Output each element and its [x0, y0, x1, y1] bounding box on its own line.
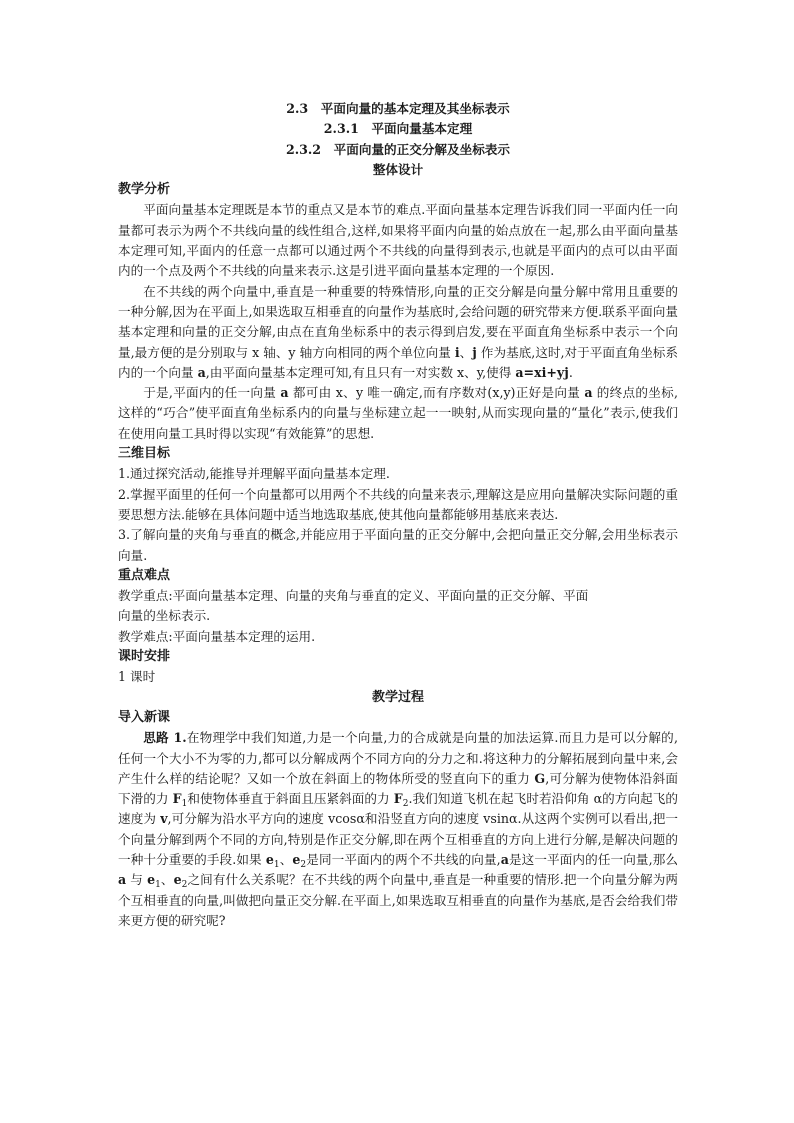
- analysis-paragraph-1: 平面向量基本定理既是本节的重点又是本节的难点.平面向量基本定理告诉我们同一平面内任一向量都可表示为两个不共线向量的线性组合,这样,如果将平面内向量的始点放在一起,那么由平面向量基本定理可知,平面内的任意一点都可以通过两个不共线的向量得到表示,也就是平面内的点可以由平面内的一个点及两个不共线的向量来表示.这是引进平面向量基本定理的一个原因.: [118, 202, 678, 279]
- difficult-point: 教学难点:平面向量基本定理的运用.: [118, 628, 316, 644]
- keypoints-heading: 重点难点: [118, 567, 171, 583]
- goal-2: 2.掌握平面里的任何一个向量都可以用两个不共线的向量来表示,理解这是应用向量解决实际问题的重要思想方法.能够在具体问题中适当地选取基底,使其他向量都能够用基底来表达.: [118, 486, 678, 522]
- analysis-paragraph-2: 在不共线的两个向量中,垂直是一种重要的特殊情形,向量的正交分解是向量分解中常用且重要的一种分解,因为在平面上,如果选取互相垂直的向量作为基底时,会给问题的研究带来方便.联系平面向量基本定理和向量的正交分解,由点在直角坐标系中的表示得到启发,要在平面直角坐标系中表示一个向量,最方便的是分别取与 x 轴、y 轴方向相同的两个单位向量 i、j 作为基底,这时,对于平面直角坐标系内的一个向量 a,由平面向量基本定理可知,有且只有一对实数 x、y,使得 a=xi+yj.: [118, 283, 679, 380]
- schedule-value: 1 课时: [118, 669, 156, 685]
- subsection-title-1: 2.3.1 平面向量基本定理: [323, 121, 473, 137]
- intro-paragraph: 思路 1.在物理学中我们知道,力是一个向量,力的合成就是向量的加法运算.而且力是可以分解的,任何一个大小不为零的力,都可以分解成两个不同方向的分力之和.将这种力的分解拓展到向量中来,会产生什么样的结论呢？又如一个放在斜面上的物体所受的竖直向下的重力 G,可分解为使物体沿斜面下滑的力 $F_1$和使物体垂直于斜面且压紧斜面的力 $F_2$.我们知道飞机在起飞时若沿仰角 α的方向起飞的速度为 v,可分解为沿水平方向的速度 vcosα和沿竖直方向的速度 vsinα.从这两个实例可以看出,把一个向量分解到两个不同的方向,特别是作正交分解,即在两个互相垂直的方向上进行分解,是解决问题的一种十分重要的手段.如果 $e_1$、$e_2$是同一平面内的两个不共线的向量,a是这一平面内的任一向量,那么 a 与 $e_1$、$e_2$之间有什么关系呢？在不共线的两个向量中,垂直是一种重要的情形.把一个向量分解为两个互相垂直的向量,叫做把向量正交分解.在平面上,如果选取互相垂直的向量作为基底,是否会给我们带来更方便的研究呢?: [118, 730, 678, 928]
- document-page: [118, 99, 678, 931]
- process-heading: 教学过程: [371, 689, 424, 705]
- goal-1: 1.通过探究活动,能推导并理解平面向量基本定理.: [118, 466, 390, 482]
- goal-3: 3.了解向量的夹角与垂直的概念,并能应用于平面向量的正交分解中,会把向量正交分解,会用坐标表示向量.: [118, 527, 678, 563]
- key-point: 教学重点:平面向量基本定理、向量的夹角与垂直的定义、平面向量的正交分解、平面: [118, 588, 589, 604]
- subsection-title-2: 2.3.2 平面向量的正交分解及坐标表示: [286, 141, 510, 157]
- goals-heading: 三维目标: [118, 446, 171, 462]
- overall-design-title: 整体设计: [372, 161, 424, 177]
- section-title: 2.3 平面向量的基本定理及其坐标表示: [286, 101, 510, 116]
- key-point-continued: 向量的坐标表示.: [118, 608, 211, 624]
- analysis-paragraph-3: 于是,平面内的任一向量 a 都可由 x、y 唯一确定,而有序数对(x,y)正好是向量 a 的终点的坐标,这样的“巧合”使平面直角坐标系内的向量与坐标建立起一一映射,从而实现向量的“量化”表示,使我们在使用向量工具时得以实现“有效能算”的思想.: [118, 385, 679, 441]
- analysis-heading: 教学分析: [118, 182, 171, 198]
- intro-heading: 导入新课: [118, 709, 171, 725]
- schedule-heading: 课时安排: [118, 649, 171, 665]
